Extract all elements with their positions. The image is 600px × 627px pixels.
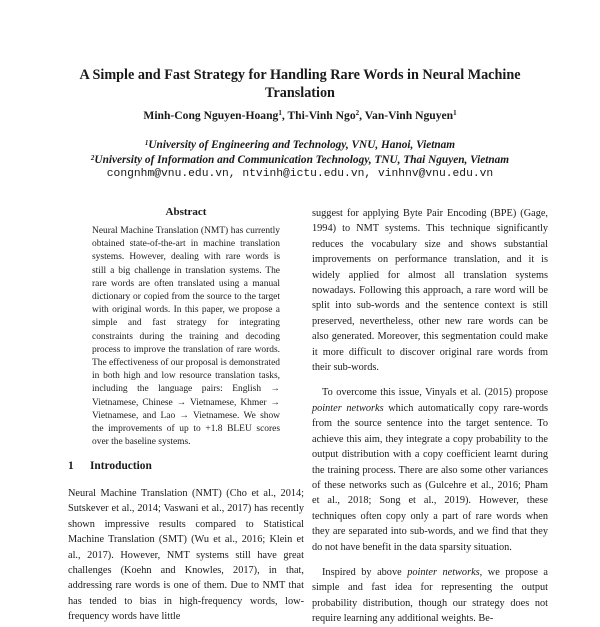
affiliation-mark: 1	[144, 139, 149, 147]
author-name: Minh-Cong Nguyen-Hoang	[143, 109, 279, 122]
paragraph-text: , we propose a simple and fast idea for representing the output probability distribution, though our strategy does not require learning any additional weights. Be-	[312, 566, 548, 625]
paragraph-bpe: suggest for applying Byte Pair Encoding (BPE) (Gage, 1994) to NMT systems. This technique significantly reduces the vocabulary size and shows substantial improvements on performance translation, and it is widely applied for almost all translation systems nowadays. Following this approach, a rare word will be split into sub-words and the sentence context is still preserved, nevertheless, other new rare words can be also generated. Moreover, this segmentation could make it more difficult to discover original rare words from their sub-words.	[312, 208, 548, 374]
author-name: Thi-Vinh Ngo	[287, 109, 356, 122]
author-list: Minh-Cong Nguyen-Hoang$^1$, Thi-Vinh Ngo$^2$, Van-Vinh Nguyen$^1$	[143, 109, 457, 122]
author-name: Van-Vinh Nguyen	[364, 109, 454, 122]
author-affil-mark: 1	[453, 109, 457, 117]
right-column	[312, 206, 548, 627]
affiliation-1	[40, 138, 560, 152]
paragraph-text: To overcome this issue, Vinyals et al. (2015) propose	[322, 387, 548, 399]
paper-title-line-2: Translation	[265, 85, 335, 101]
paragraph-text: Inspired by above	[322, 566, 408, 578]
section-heading-introduction	[68, 460, 152, 472]
paper-title-line-1: A Simple and Fast Strategy for Handling Rare Words in Neural Machine	[79, 67, 521, 83]
author-affil-mark: 2	[355, 109, 360, 117]
affiliation-2	[40, 153, 560, 167]
section-number: 1	[68, 460, 74, 472]
author-affil-mark: 1	[278, 109, 282, 117]
affiliation-text: University of Engineering and Technology, VNU, Hanoi, Vietnam	[148, 139, 456, 151]
affiliation-text: University of Information and Communication Technology, TNU, Thai Nguyen, Vietnam	[94, 154, 510, 166]
abstract-heading: Abstract	[165, 206, 207, 218]
section-title: Introduction	[90, 460, 152, 472]
paper-title	[40, 66, 560, 102]
emphasis-pointer-networks: pointer networks	[407, 566, 480, 578]
paragraph-proposal	[312, 565, 548, 627]
abstract-body: Neural Machine Translation (NMT) has currently obtained state-of-the-art in machine translation systems. However, dealing with rare words is still a big challenge in translation systems. The rare words are often translated using a manual dictionary or copied from the source to the target with original words. In this paper, we propose a simple and fast strategy for integrating constraints during the training and decoding process to improve the translation of rare words. The effectiveness of our proposal is demonstrated in both high and low resource translation tasks, including the language pairs: English → Vietnamese, Chinese → Vietnamese, Khmer → Vietnamese, and Lao → Vietnamese. We show the improvements of up to +1.8 BLEU scores over the baseline systems.	[92, 226, 280, 448]
paragraph-pointer-networks	[312, 385, 548, 554]
paragraph-text: which automatically copy rare-words from the source sentence into the target sentence. To achieve this aim, they integrate a copy probability to the output distribution with a copy coefficient learnt during the training process. There are also some other variances of these networks such as (Gulcehre et al., 2016; Pham et al., 2018; Song et al., 2019). However, these techniques often copy only a part of rare words when they are separated into sub-words, and we find that they do not have benefit in the data sparsity situation.	[312, 402, 548, 553]
author-emails: congnhm@vnu.edu.vn, ntvinh@ictu.edu.vn, vinhnv@vnu.edu.vn	[106, 168, 494, 180]
introduction-body: Neural Machine Translation (NMT) (Cho et al., 2014; Sutskever et al., 2014; Vaswani et al., 2017) has recently shown impressive results compared to Statistical Machine Translation (SMT) (Wu et al., 2016; Klein et al., 2017). However, NMT systems still have great challenges (Koehn and Knowles, 2017), in that, addressing rare words is one of them. Due to NMT that has tended to bias in high-frequency words, low-frequency words have little	[68, 488, 304, 623]
emphasis-pointer-networks: pointer networks	[312, 402, 384, 414]
affiliation-mark: 2	[90, 154, 95, 162]
